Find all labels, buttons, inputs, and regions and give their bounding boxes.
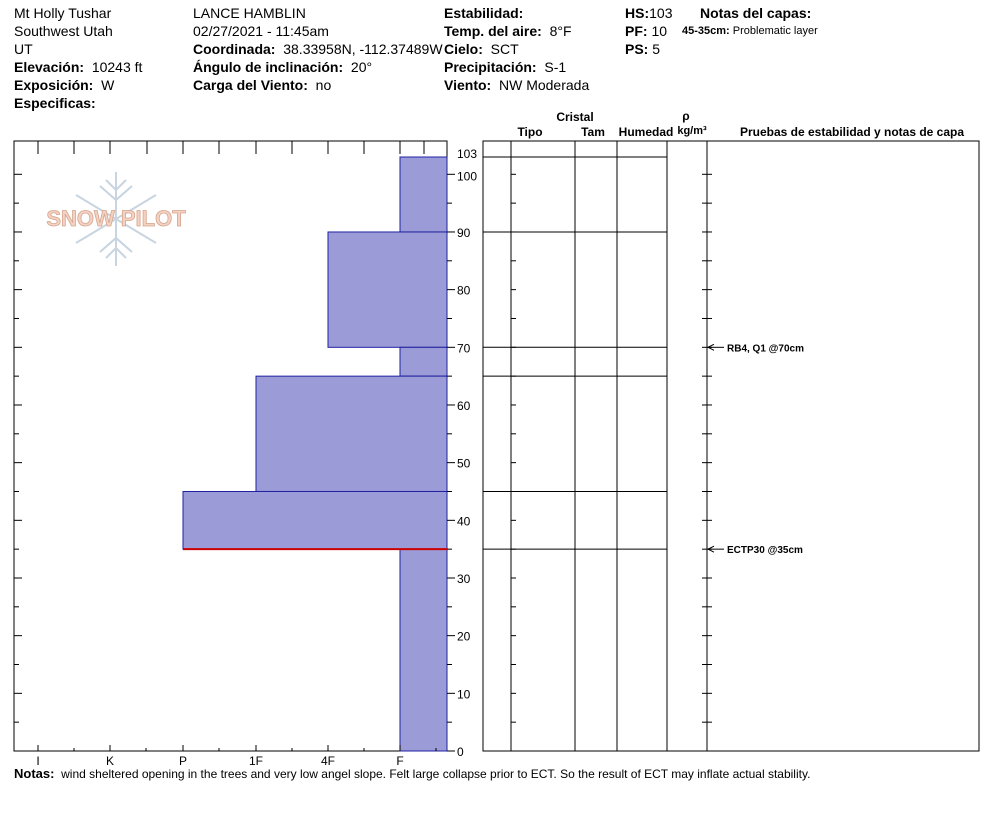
hs-label: HS: [625,5,650,21]
hs-value: 103 [649,5,673,21]
sky-value: SCT [490,41,519,57]
layer-table-lines [483,141,712,751]
hardness-bar-0 [400,157,447,232]
coord-value: 38.33958N, -112.37489W [283,41,443,57]
hardness-label-P: P [178,754,188,768]
ps-label: PS: [625,41,649,57]
pf-value: 10 [651,23,668,39]
hardness-label-K: K [105,754,115,768]
ps-value: 5 [652,41,661,57]
notes-text: wind sheltered opening in the trees and very low angel slope. Felt large collapse prior to ECT. So the result of ECT may inflate actual stability. [61,767,811,781]
hardness-axis [36,745,436,768]
stability-label: Estabilidad: [444,5,524,21]
col-moisture: Humedad [618,125,674,139]
layer-note-range: 45-35cm: [682,25,730,37]
hardness-bar-4 [183,491,447,549]
depth-label-90: 90 [457,225,471,240]
col-crystal: Cristal [556,110,594,124]
depth-label-100: 100 [457,169,478,184]
depth-label-30: 30 [457,571,471,586]
test-label-0: RB4, Q1 @70cm [727,343,805,355]
coord-label: Coordinada: [193,41,276,57]
hardness-label-4F: 4F [320,754,336,768]
slope-label: Ángulo de inclinación: [193,59,344,75]
hardness-bars [183,157,447,751]
depth-label-40: 40 [457,514,471,529]
depth-label-103: 103 [457,147,478,161]
state: UT [14,41,33,57]
hardness-label-I: I [36,754,40,768]
elevation-label: Elevación: [14,59,85,75]
logo-text: SNOW PILOT [46,206,186,231]
elevation-value: 10243 ft [91,59,143,75]
precip-value: S-1 [544,59,567,75]
wind-load-value: no [315,77,332,93]
hardness-bar-1 [328,232,447,347]
slope-value: 20° [350,59,373,75]
stability-tests [708,343,804,556]
wind-value: NW Moderada [498,77,590,93]
precip-label: Precipitación: [444,59,537,75]
layer-note-text: Problematic layer [732,25,818,37]
hardness-label-F: F [396,754,404,768]
observer: LANCE HAMBLIN [193,5,306,21]
location: Mt Holly Tushar [14,5,112,21]
col-type: Tipo [517,125,543,139]
hardness-label-1F: 1F [248,754,264,768]
layer-table-frame [483,141,979,751]
col-density-unit: kg/m³ [677,125,707,137]
hardness-bar-5 [400,549,447,751]
hardness-bar-3 [256,376,447,491]
table-headers [517,109,964,139]
aspect-value: W [101,77,115,93]
test-label-1: ECTP30 @35cm [727,545,803,557]
region: Southwest Utah [14,23,113,39]
col-size: Tam [581,125,605,139]
datetime: 02/27/2021 - 11:45am [193,23,329,39]
depth-label-10: 10 [457,687,471,702]
depth-axis [447,147,477,759]
air-temp-value: 8°F [549,23,572,39]
layer-notes-label: Notas del capas: [700,5,812,21]
notes-label: Notas: [14,766,55,781]
wind-load-label: Carga del Viento: [193,77,308,93]
specifics-label: Especificas: [14,95,96,111]
aspect-label: Exposición: [14,77,94,93]
snowpilot-logo [46,172,186,266]
wind-label: Viento: [444,77,492,93]
depth-label-60: 60 [457,398,471,413]
depth-label-80: 80 [457,283,471,298]
depth-label-70: 70 [457,341,471,356]
hardness-bar-2 [400,347,447,376]
depth-label-0: 0 [457,745,464,759]
col-rho: ρ [682,109,690,123]
sky-label: Cielo: [444,41,483,57]
notes [14,766,810,781]
depth-label-20: 20 [457,629,471,644]
col-tests: Pruebas de estabilidad y notas de capa [739,125,965,139]
pf-label: PF: [625,23,648,39]
depth-label-50: 50 [457,456,471,471]
air-temp-label: Temp. del aire: [444,23,542,39]
